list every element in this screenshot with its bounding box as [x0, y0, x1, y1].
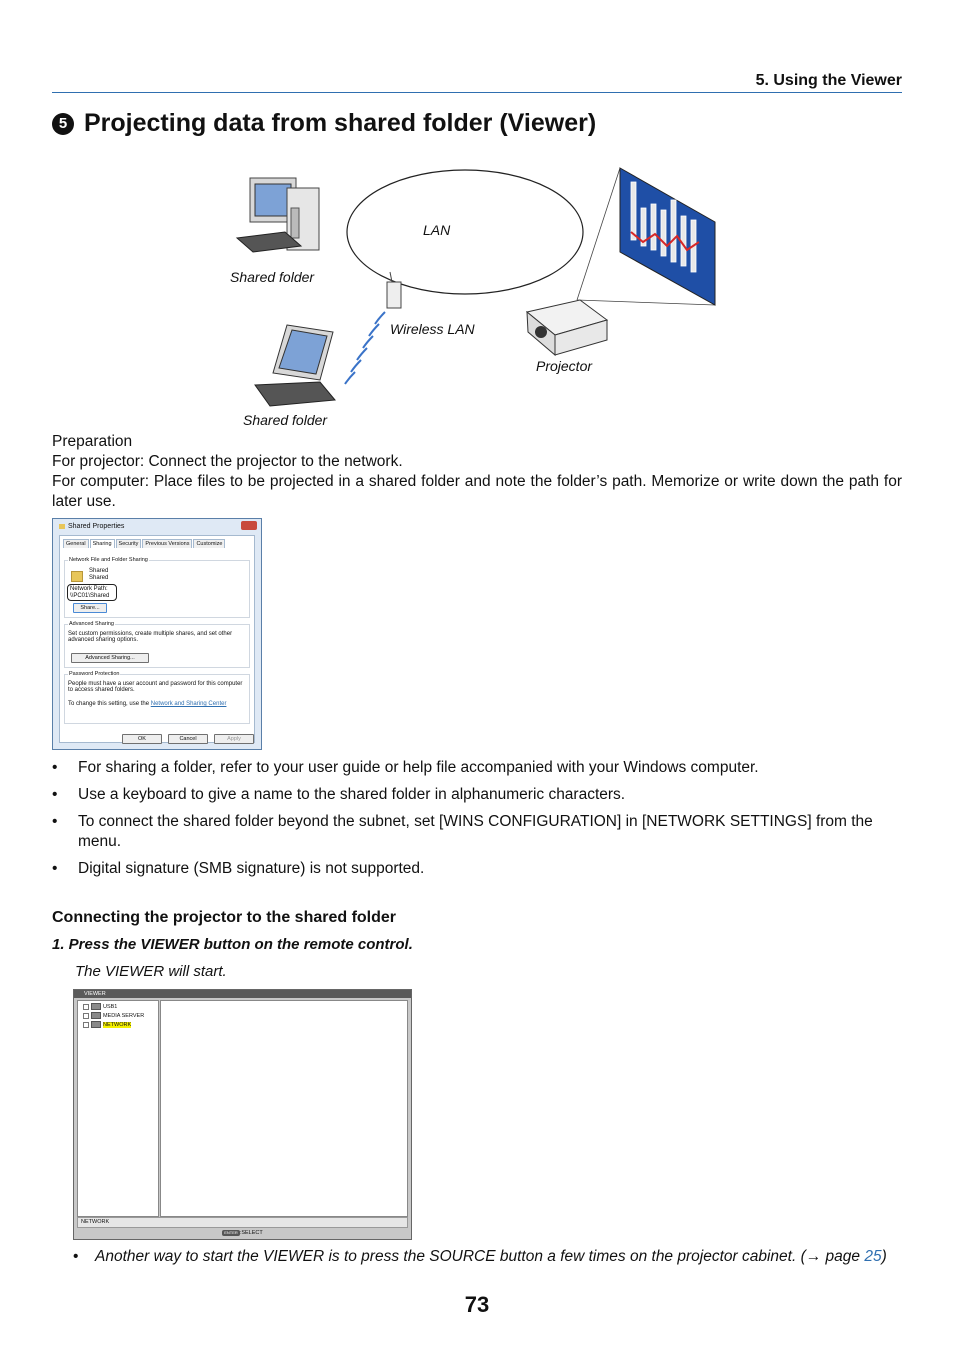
viewer-titlebar: VIEWER: [74, 990, 411, 998]
enter-key-icon: ENTER: [224, 1230, 238, 1235]
projector-icon: [527, 300, 607, 355]
projector-label: Projector: [536, 358, 593, 374]
preparation-projector: For projector: Connect the projector to the network.: [52, 453, 403, 470]
bullet-list: [52, 758, 902, 879]
lan-label: LAN: [423, 222, 451, 238]
window-titlebar: [53, 519, 261, 533]
list-item: • To connect the shared folder beyond the subnet, set [WINS CONFIGURATION] in [NETWORK SETTINGS] from the menu.: [52, 812, 902, 852]
shared-folder-label-top: Shared folder: [230, 269, 315, 285]
viewer-footer: [74, 1229, 411, 1238]
desktop-computer-icon: [237, 178, 319, 252]
tree-item-usb1[interactable]: [83, 1003, 117, 1010]
expand-icon: [83, 1022, 89, 1028]
network-sharing-center-link[interactable]: Network and Sharing Center: [150, 701, 227, 707]
page-title: [52, 109, 596, 138]
header-rule: [52, 92, 902, 93]
tree-label: MEDIA SERVER: [103, 1012, 145, 1019]
apply-button[interactable]: Apply: [214, 734, 254, 744]
wireless-signal-icon: [345, 312, 385, 384]
cancel-button[interactable]: Cancel: [168, 734, 208, 744]
tree-label: USB1: [103, 1003, 118, 1010]
tree-item-media-server[interactable]: [83, 1012, 144, 1019]
tree-label: NETWORK: [103, 1021, 132, 1028]
password-change-prefix: To change this setting, use the: [68, 701, 150, 707]
viewer-tree-pane: [77, 1000, 159, 1217]
close-icon[interactable]: [241, 521, 257, 530]
network-path-box: [67, 584, 117, 601]
usb-drive-icon: [91, 1003, 101, 1010]
expand-icon: [83, 1004, 89, 1010]
network-path-label: Network Path:: [70, 586, 108, 592]
shared-folder-icon: [71, 571, 83, 582]
password-protection-group: [64, 671, 250, 724]
tab-sharing[interactable]: Sharing: [90, 539, 115, 548]
ok-button[interactable]: OK: [122, 734, 162, 744]
preparation-heading: Preparation: [52, 433, 133, 450]
shared-properties-window: [52, 518, 262, 750]
step-1: 1. Press the VIEWER button on the remote control.: [52, 936, 413, 953]
advanced-group-title: Advanced Sharing: [69, 621, 114, 627]
tab-general[interactable]: General: [63, 539, 89, 548]
shared-folder-label-bottom: Shared folder: [243, 412, 328, 428]
network-path-value: \\PC01\Shared: [70, 593, 110, 599]
list-item: • Digital signature (SMB signature) is not supported.: [52, 859, 902, 879]
wireless-lan-label: Wireless LAN: [390, 321, 475, 337]
password-group-title: Password Protection: [69, 671, 120, 677]
page-number: 73: [464, 1292, 490, 1317]
folder-icon: [59, 524, 65, 529]
title-text: Projecting data from shared folder (Viewer): [84, 109, 597, 137]
step-1-note: The VIEWER will start.: [75, 963, 227, 980]
viewer-content-pane: [160, 1000, 408, 1217]
tree-item-network[interactable]: [83, 1021, 131, 1028]
laptop-computer-icon: [255, 325, 335, 406]
diagram-graphics: [215, 160, 755, 435]
window-body: [59, 535, 255, 743]
media-server-icon: [91, 1012, 101, 1019]
folder-status: Shared: [89, 575, 109, 581]
note-text-end: ): [881, 1248, 887, 1265]
password-text: People must have a user account and password for this computer to access shared folders.: [68, 681, 243, 693]
lan-cloud: [347, 170, 583, 294]
section-label: 5. Using the Viewer: [755, 72, 902, 89]
list-item: • For sharing a folder, refer to your user guide or help file accompanied with your Windows computer.: [52, 758, 902, 778]
list-item: • Use a keyboard to give a name to the shared folder in alphanumeric characters.: [52, 785, 902, 805]
note-text: Another way to start the VIEWER is to press the SOURCE button a few times on the projector cabinet. (→ page: [95, 1248, 865, 1265]
title-number-badge: 5: [52, 113, 74, 135]
advanced-sharing-button[interactable]: Advanced Sharing...: [71, 653, 149, 663]
tab-security[interactable]: Security: [116, 539, 142, 548]
preparation-text: [52, 432, 902, 512]
expand-icon: [83, 1013, 89, 1019]
note: [73, 1247, 902, 1267]
preparation-computer: For computer: Place files to be projected in a shared folder and note the folder’s path. Memorize or write down the path for later use.: [52, 473, 902, 510]
share-button[interactable]: Share...: [73, 603, 107, 613]
projection-screen-icon: [620, 168, 715, 305]
note-item: [73, 1247, 902, 1267]
viewer-footer-text: :SELECT: [239, 1230, 263, 1236]
viewer-status-bar: NETWORK: [77, 1217, 408, 1228]
advanced-text: Set custom permissions, create multiple shares, and set other advanced sharing options.: [68, 631, 233, 643]
window-title: Shared Properties: [68, 522, 125, 530]
viewer-window: [73, 989, 412, 1240]
advanced-sharing-group: [64, 621, 250, 668]
subsection-heading: Connecting the projector to the shared folder: [52, 909, 397, 926]
tab-bar: [60, 536, 254, 548]
network-diagram: [215, 160, 755, 435]
password-change-line: [68, 701, 246, 707]
page-link[interactable]: 25: [864, 1248, 882, 1265]
network-sharing-group: [64, 557, 250, 618]
network-icon: [91, 1021, 101, 1028]
tab-previous-versions[interactable]: Previous Versions: [142, 539, 192, 548]
network-group-title: Network File and Folder Sharing: [69, 557, 148, 563]
tab-customize[interactable]: Customize: [193, 539, 225, 548]
folder-name: Shared: [89, 568, 109, 574]
